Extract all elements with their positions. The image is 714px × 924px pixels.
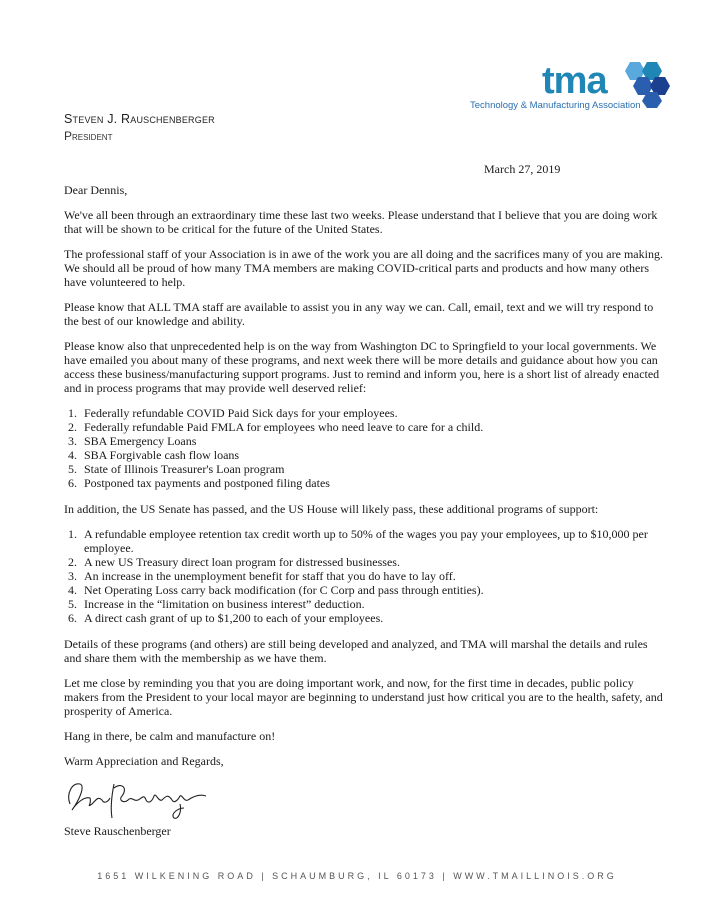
list-item: 1. Federally refundable COVID Paid Sick days for your employees. — [80, 406, 664, 420]
list-item: 3. SBA Emergency Loans — [80, 434, 664, 448]
paragraph: Please know also that unprecedented help is on the way from Washington DC to Springfield to your local governments. We have emailed you about many of these programs, and next week there will be more details and guidance about how you can access these business/manufacturing support programs. Just to remind and inform you, here is a short list of already enacted and in process programs that may provide well deserved relief: — [64, 339, 660, 395]
list-item: 2. A new US Treasury direct loan program for distressed businesses. — [80, 555, 664, 569]
footer-address: 1651 WILKENING ROAD | SCHAUMBURG, IL 60173 | WWW.TMAILLINOIS.ORG — [97, 871, 617, 881]
logo-tagline: Technology & Manufacturing Association — [470, 100, 641, 111]
sender-name: Steven J. Rauschenberger — [64, 112, 215, 126]
paragraph: Please know that ALL TMA staff are available to assist you in any way we can. Call, email, text and we will try respond to the best of our knowledge and ability. — [64, 300, 654, 328]
handwritten-signature — [62, 774, 212, 822]
list-item: 1. A refundable employee retention tax credit worth up to 50% of the wages you pay your employees, up to $10,000 per employee. — [80, 527, 664, 555]
paragraph: Let me close by reminding you that you are doing important work, and now, for the first time in decades, public policy makers from the President to your local mayor are beginning to understand just how critical you are to the health, safety, and prosperity of America. — [64, 676, 663, 718]
list-item: 6. A direct cash grant of up to $1,200 to each of your employees. — [80, 611, 664, 625]
enacted-programs-list — [64, 406, 664, 490]
closing: Warm Appreciation and Regards, — [64, 754, 224, 768]
letter-body — [64, 183, 664, 779]
list-item: 5. State of Illinois Treasurer's Loan program — [80, 462, 664, 476]
paragraph: Details of these programs (and others) are still being developed and analyzed, and TMA will marshal the details and rules and share them with the membership as we have them. — [64, 637, 648, 665]
paragraph: The professional staff of your Association is in awe of the work you are all doing and the sacrifices many of you are making. We should all be proud of how many TMA members are making COVID-critical parts and products and how many others have volunteered to help. — [64, 247, 663, 289]
additional-programs-list — [64, 527, 664, 625]
list-item: 3. An increase in the unemployment benefit for staff that you do have to lay off. — [80, 569, 664, 583]
logo-wordmark: tma — [542, 60, 607, 102]
list-item: 4. SBA Forgivable cash flow loans — [80, 448, 664, 462]
paragraph: We've all been through an extraordinary time these last two weeks. Please understand that I believe that you are doing work that will be shown to be critical for the future of the United States. — [64, 208, 658, 236]
paragraph: Hang in there, be calm and manufacture on! — [64, 729, 276, 743]
signer-name: Steve Rauschenberger — [64, 824, 171, 838]
list-item: 5. Increase in the “limitation on business interest” deduction. — [80, 597, 664, 611]
list-item: 2. Federally refundable Paid FMLA for employees who need leave to care for a child. — [80, 420, 664, 434]
salutation: Dear Dennis, — [64, 183, 128, 197]
paragraph: In addition, the US Senate has passed, and the US House will likely pass, these additional programs of support: — [64, 502, 599, 516]
sender-title: President — [64, 129, 113, 143]
list-item: 6. Postponed tax payments and postponed filing dates — [80, 476, 664, 490]
list-item: 4. Net Operating Loss carry back modification (for C Corp and pass through entities). — [80, 583, 664, 597]
tma-logo — [470, 60, 690, 112]
letter-date: March 27, 2019 — [484, 162, 561, 176]
